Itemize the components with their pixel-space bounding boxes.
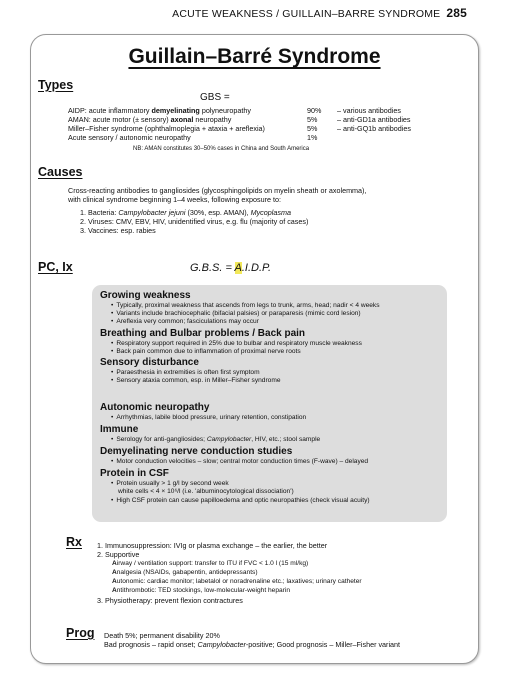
box-bullet: • Sensory ataxia common, esp. in Miller–Fisher syndrome — [111, 377, 281, 385]
cause-item: 2. Viruses: CMV, EBV, HIV, unidentified virus, e.g. flu (majority of cases) — [80, 217, 309, 226]
running-header — [172, 6, 467, 20]
types-note: NB: AMAN constitutes 30–50% cases in China and South America — [133, 146, 310, 152]
gbs-aidp-mnemonic: G.B.S. = A.I.D.P. — [190, 262, 272, 274]
prog-line: Bad prognosis – rapid onset; Campylobacter-positive; Good prognosis – Miller–Fisher variant — [104, 640, 401, 649]
box-bullet: • Protein usually > 1 g/l by second week — [111, 480, 229, 488]
box-heading: Demyelinating nerve conduction studies — [100, 446, 293, 457]
box-heading: Breathing and Bulbar problems / Back pain — [100, 328, 306, 339]
box-heading: Protein in CSF — [100, 468, 169, 479]
prog-line: Death 5%; permanent disability 20% — [104, 631, 220, 640]
box-heading: Sensory disturbance — [100, 357, 199, 368]
rx-item: 3. Physiotherapy: prevent flexion contractures — [97, 596, 243, 605]
causes-heading: Causes — [38, 165, 83, 179]
box-bullet: • Variants include brachiocephalic (bifacial palsies) or paraparesis (mimic cord lesion) — [111, 310, 361, 318]
rx-item: 2. Supportive — [97, 550, 140, 559]
cause-item: 3. Vaccines: esp. rabies — [80, 226, 156, 235]
rx-subitem: Autonomic: cardiac monitor; labetalol or noradrenaline etc.; laxatives; urinary catheter — [112, 578, 362, 585]
box-bullet: • Back pain common due to inflammation of proximal nerve roots — [111, 348, 301, 356]
box-bullet: • High CSF protein can cause papilloedema and optic neuropathies (check visual acuity) — [111, 497, 370, 505]
types-row: Acute sensory / autonomic neuropathy 1% — [68, 133, 318, 142]
types-heading: Types — [38, 78, 74, 92]
types-row: AMAN: acute motor (± sensory) axonal neuropathy 5% – anti-GD1a antibodies — [68, 115, 411, 124]
box-heading: Growing weakness — [100, 290, 191, 301]
box-bullet: • Paraesthesia in extremities is often first symptom — [111, 369, 260, 377]
box-bullet: • Typically, proximal weakness that ascends from legs to trunk, arms, head; nadir < 4 weeks — [111, 302, 380, 310]
page-number: 285 — [446, 6, 467, 20]
pcix-heading: PC, Ix — [38, 260, 73, 274]
rx-heading: Rx — [66, 535, 82, 549]
types-row: AIDP: acute inflammatory demyelinating polyneuropathy 90% – various antibodies — [68, 106, 401, 115]
prog-heading: Prog — [66, 626, 95, 640]
cause-item: 1. Bacteria: Campylobacter jejuni (30%, esp. AMAN), Mycoplasma — [80, 208, 291, 217]
box-bullet: • Areflexia very common; fasciculations may occur — [111, 318, 259, 326]
rx-subitem: Antithrombotic: TED stockings, low-molecular-weight heparin — [112, 587, 290, 594]
causes-intro: with clinical syndrome beginning 1–4 weeks, following exposure to: — [68, 195, 281, 204]
running-title: ACUTE WEAKNESS / GUILLAIN–BARRE SYNDROME — [172, 8, 441, 20]
box-bullet: • Motor conduction velocities – slow; central motor conduction times (F-wave) – delayed — [111, 458, 368, 466]
page-title: Guillain–Barré Syndrome — [128, 45, 381, 68]
box-bullet: • Arrhythmias, labile blood pressure, urinary retention, constipation — [111, 414, 306, 422]
rx-subitem: Airway / ventilation support: transfer to ITU if FVC < 1.0 l (15 ml/kg) — [112, 560, 309, 567]
box-bullet-continuation: white cells < 4 × 10⁶/l (i.e. 'albuminocytological dissociation') — [118, 488, 294, 495]
types-row: Miller–Fisher syndrome (ophthalmoplegia + ataxia + areflexia) 5% – anti-GQ1b antibodies — [68, 124, 411, 133]
box-heading: Immune — [100, 424, 139, 435]
box-bullet: • Serology for anti-gangliosides; Campylobacter, HIV, etc.; stool sample — [111, 436, 320, 444]
rx-item: 1. Immunosuppression: IVIg or plasma exchange – the earlier, the better — [97, 541, 328, 550]
gbs-equation: GBS = — [200, 92, 230, 103]
rx-subitem: Analgesia (NSAIDs, gabapentin, antidepressants) — [112, 569, 258, 576]
box-heading: Autonomic neuropathy — [100, 402, 210, 413]
box-bullet: • Respiratory support required in 25% due to bulbar and respiratory muscle weakness — [111, 340, 362, 348]
causes-intro: Cross-reacting antibodies to gangliosides (glycosphingolipids on myelin sheath or axolemma), — [68, 186, 367, 195]
